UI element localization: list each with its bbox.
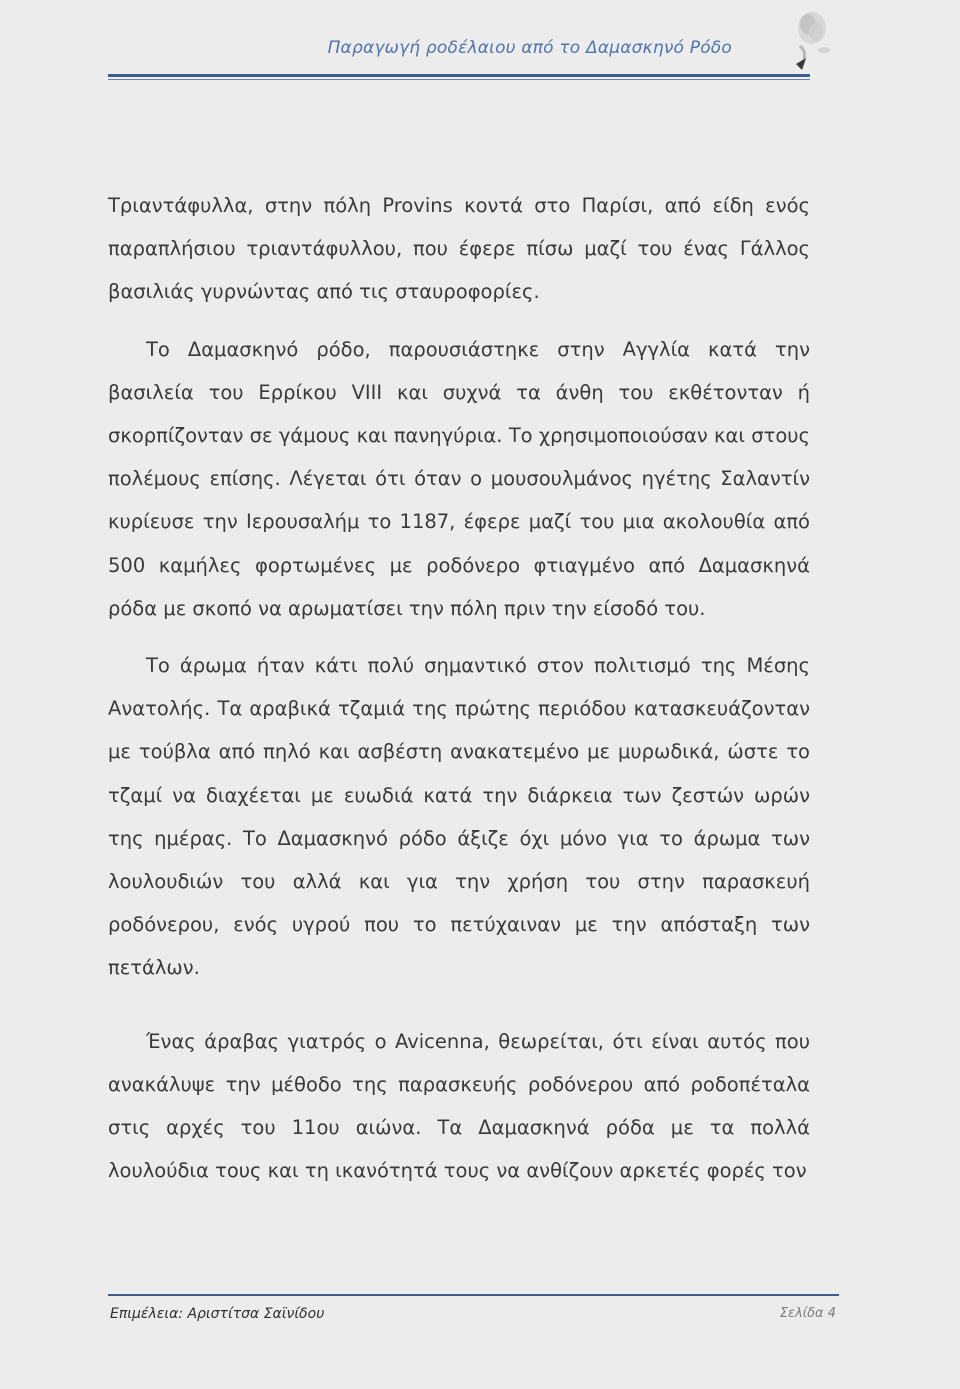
header-rule-thin <box>108 79 810 80</box>
page-number: Σελίδα 4 <box>779 1306 836 1321</box>
body-text <box>108 184 810 1192</box>
header-rule <box>108 74 810 77</box>
paragraph-avicenna: Ένας άραβας γιατρός ο Avicenna, θεωρείται, ότι είναι αυτός που ανακάλυψε την μέθοδο της παρασκευής ροδόνερου από ροδοπέταλα στις αρχές του 11ου αιώνα. Τα Δαμασκηνά ρόδα με τα πολλά λουλούδια τους και τη ικανότητά τους να ανθίζουν αρκετές φορές τον <box>108 1029 810 1183</box>
header-title: Παραγωγή ροδέλαιου από το Δαμασκηνό Ρόδο <box>327 38 732 58</box>
footer-rule <box>108 1294 839 1296</box>
footer-editor: Επιμέλεια: Αριστίτσα Σαϊνίδου <box>110 1306 325 1322</box>
paragraph-continuation: Τριαντάφυλλα, στην πόλη Provins κοντά στο Παρίσι, από είδη ενός παραπλήσιου τριαντάφυλλου, που έφερε πίσω μαζί του ένας Γάλλος βασιλιάς γυρνώντας από τις σταυροφορίες. <box>108 194 810 304</box>
paragraph-damask-rose-england: Το Δαμασκηνό ρόδο, παρουσιάστηκε στην Αγγλία κατά την βασιλεία του Ερρίκου VIII και συχνά τα άνθη του εκθέτονταν ή σκορπίζονταν σε γάμους και πανηγύρια. Το χρησιμοποιούσαν και στους πολέμους επίσης. Λέγεται ότι όταν ο μουσουλμάνος ηγέτης Σαλαντίν κυρίευσε την Ιερουσαλήμ το 1187, έφερε μαζί του μια ακολουθία από 500 καμήλες φορτωμένες με ροδόνερο φτιαγμένο από Δαμασκηνά ρόδα με σκοπό να αρωματίσει την πόλη πριν την είσοδό του. <box>108 337 810 620</box>
paragraph-aroma-middle-east: Το άρωμα ήταν κάτι πολύ σημαντικό στον πολιτισμό της Μέσης Ανατολής. Τα αραβικά τζαμιά της πρώτης περιόδου κατασκευάζονταν με τούβλα από πηλό και ασβέστη ανακατεμένο με μυρωδικά, ώστε το τζαμί να διαχέεται με ευωδιά κατά την διάρκεια των ζεστών ωρών της ημέρας. Το Δαμασκηνό ρόδο άξιζε όχι μόνο για το άρωμα των λουλουδιών του αλλά και για την χρήση του στην παρασκευή ροδόνερου, ενός υγρού που το πετύχαιναν με την απόσταξη των πετάλων. <box>108 654 810 980</box>
rose-icon <box>778 6 840 72</box>
